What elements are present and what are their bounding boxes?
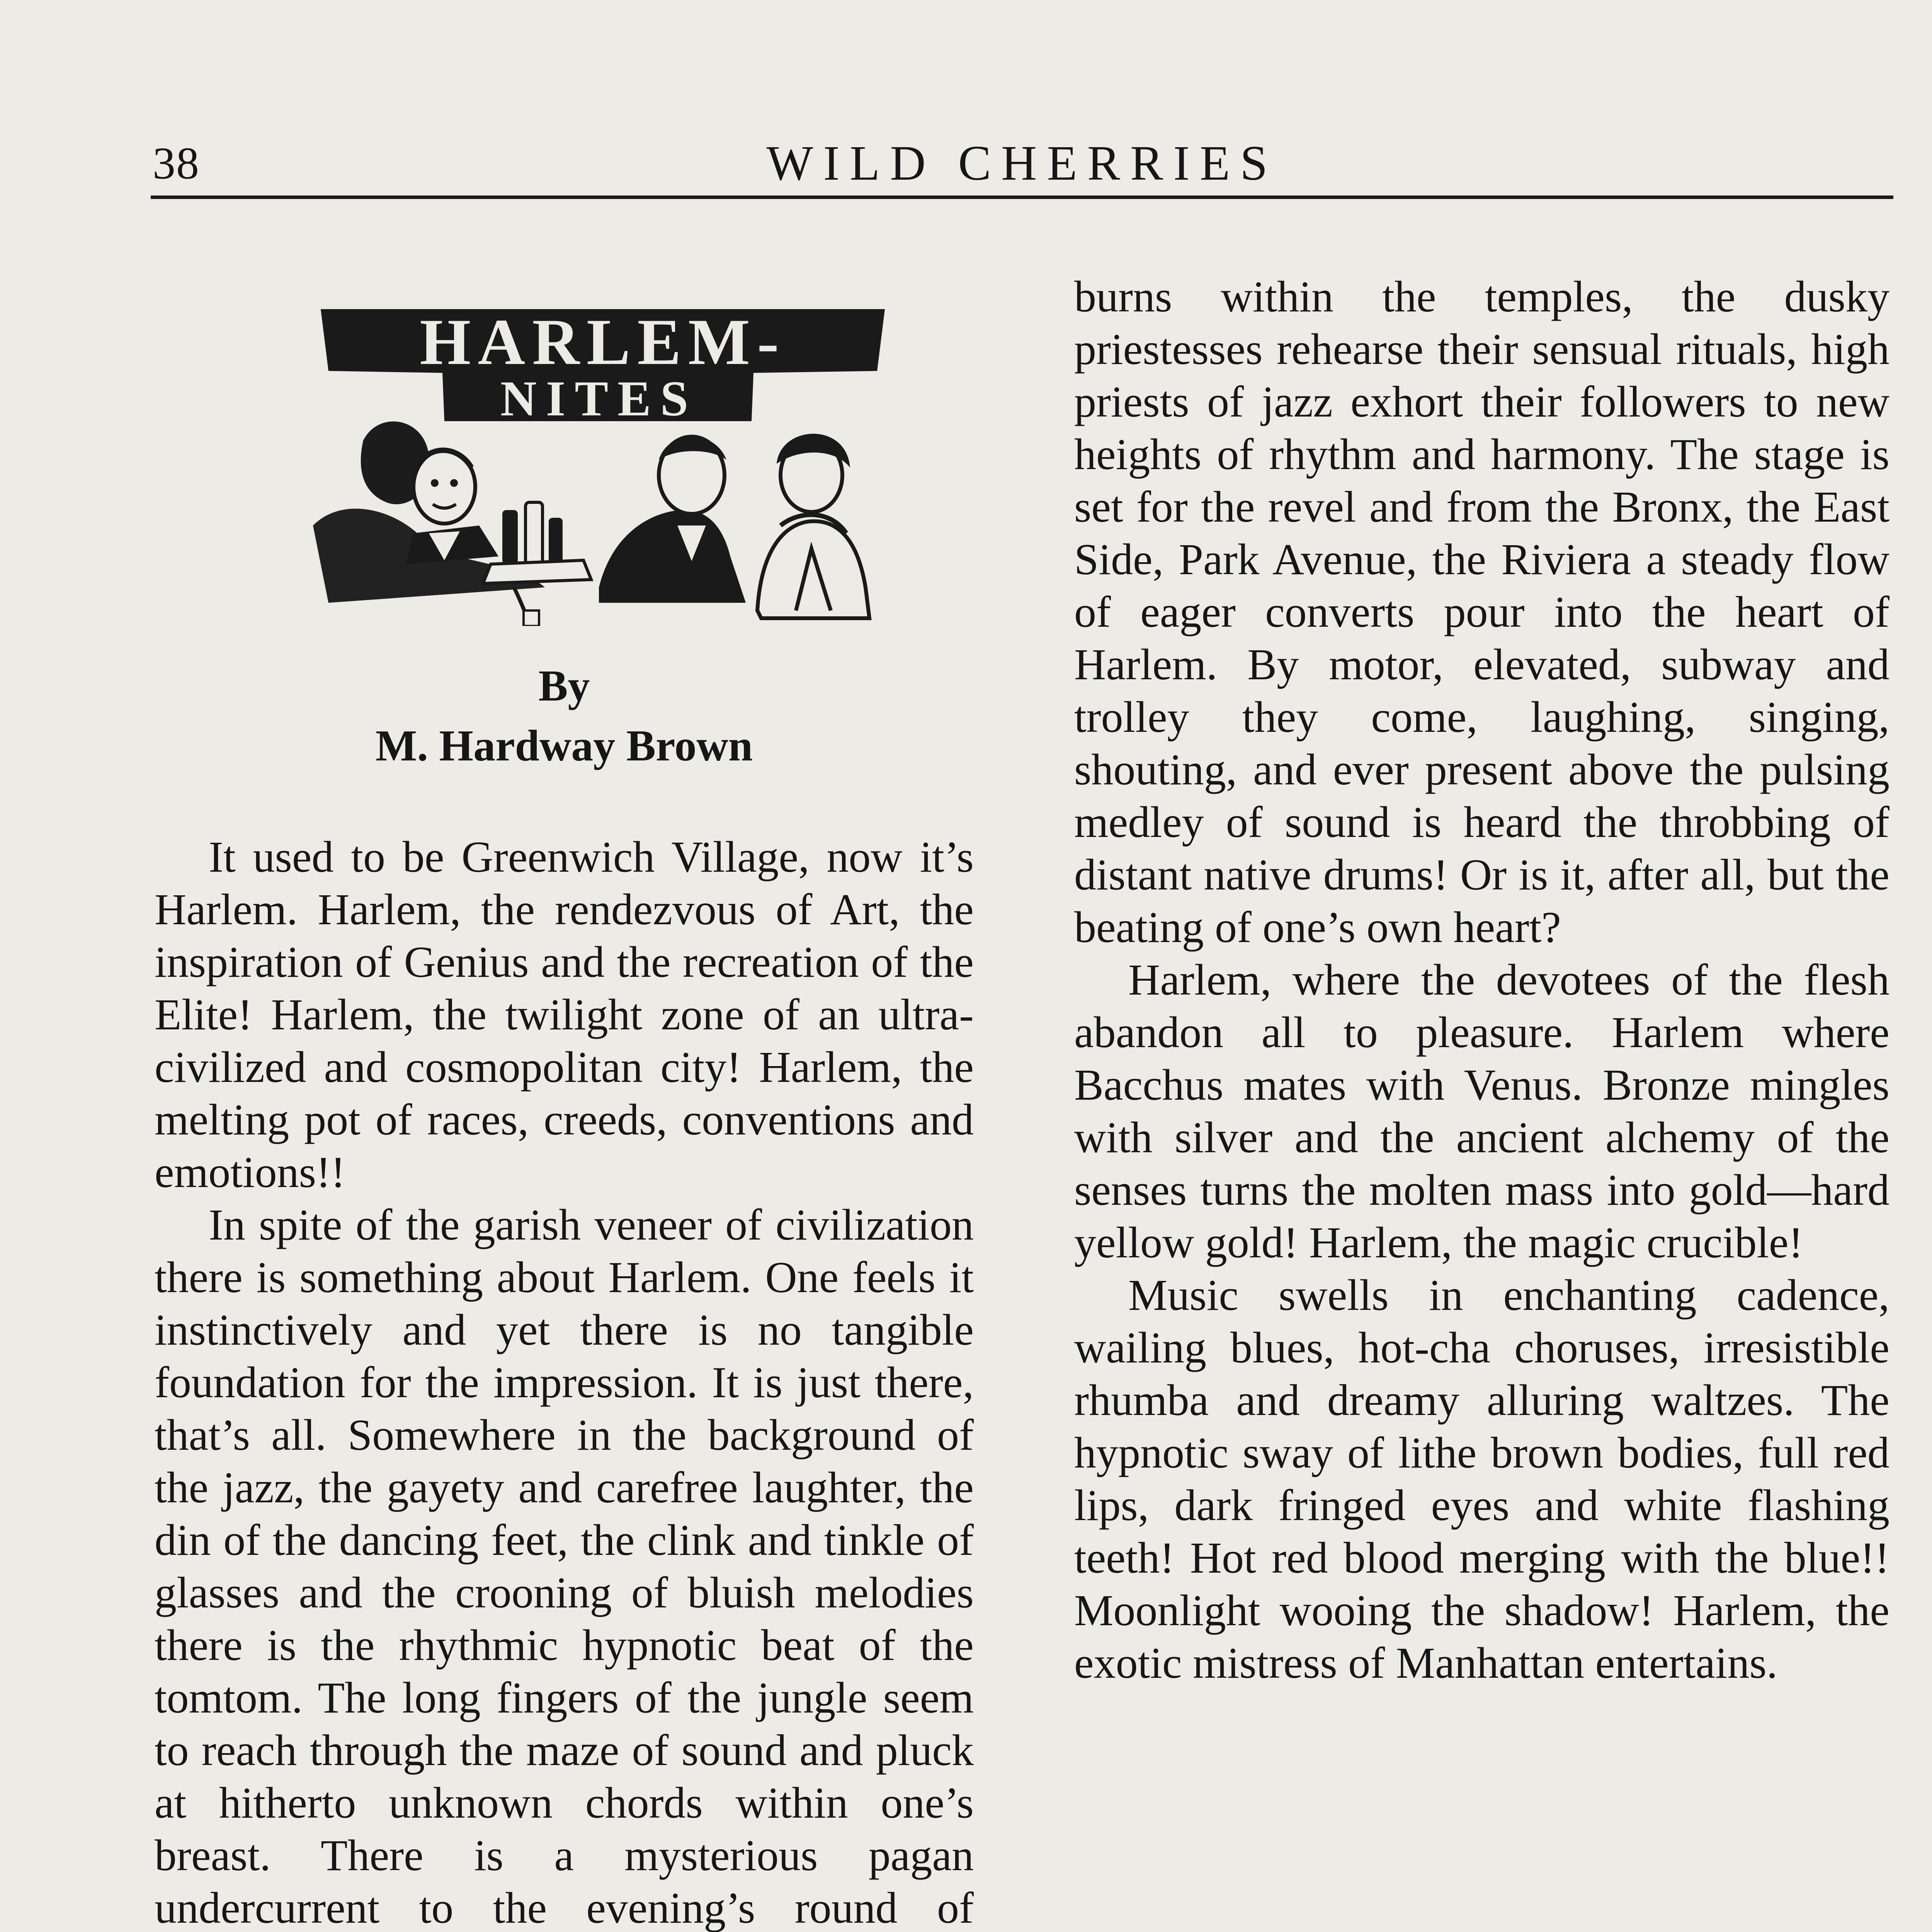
paragraph-2: In spite of the garish veneer of civilization there is something about Harlem. One feels it instinctively and yet there is no tangible foundation for the impression. It is just there, that’s all. Somewhere in the background of the jazz, the gayety and carefree laughter, the din of the dancing feet, the clink and tinkle of glasses and the crooning of bluish melodies there is the rhythmic hypnotic beat of the tomtom. The long fingers of the jungle seem to reach through the maze of sound and pluck at hitherto unknown chords within one’s breast. There is a mysterious pagan undercurrent to the evening’s round of — [155, 1200, 974, 1932]
right-column — [1074, 270, 1889, 1689]
paragraph-6: Music swells in enchanting cadence, wailing blues, hot-cha choruses, irresistible rhumba and dreamy alluring waltzes. The hypnotic sway of lithe brown bodies, full red lips, dark fringed eyes and white flashing teeth! Hot red blood merging with the blue!! Moonlight wooing the shadow! Harlem, the exotic mistress of Manhattan entertains. — [1074, 1270, 1889, 1687]
paragraph-1: It used to be Greenwich Village, now it’s Harlem. Harlem, the rendezvous of Art, the inspiration of Genius and the recreation of the Elite! Harlem, the twilight zone of an ultra-civilized and cosmopolitan city! Harlem, the melting pot of races, creeds, conventions and emotions!! — [155, 832, 974, 1197]
running-title: WILD CHERRIES — [766, 136, 1278, 190]
paragraph-4: burns within the temples, the dusky priestesses rehearse their sensual rituals, high priests of jazz exhort their followers to new heights of rhythm and harmony. The stage is set for the revel and from the Bronx, the East Side, Park Avenue, the Riviera a steady flow of eager converts pour into the heart of Harlem. By motor, elevated, subway and trolley they come, laughing, singing, shouting, and ever present above the pulsing medley of sound is heard the throbbing of distant native drums! Or is it, after all, but the beating of one’s own heart? — [1074, 272, 1889, 952]
author-name: M. Hardway Brown — [375, 721, 753, 770]
page-header — [153, 137, 1891, 203]
page-number: 38 — [153, 138, 200, 189]
header-rule — [151, 196, 1893, 199]
paragraph-5: Harlem, where the devotees of the flesh abandon all to pleasure. Harlem where Bacchus mates with Venus. Bronze mingles with silver and the ancient alchemy of the senses turns the molten mass into gold—hard yellow gold! Harlem, the magic crucible! — [1074, 955, 1889, 1267]
svg-text:HARLEM-: HARLEM- — [420, 306, 786, 378]
svg-text:NITES: NITES — [500, 371, 698, 427]
byline-prefix: By — [538, 661, 590, 710]
left-column — [155, 831, 974, 1932]
harlem-nites-title-art — [298, 294, 908, 626]
